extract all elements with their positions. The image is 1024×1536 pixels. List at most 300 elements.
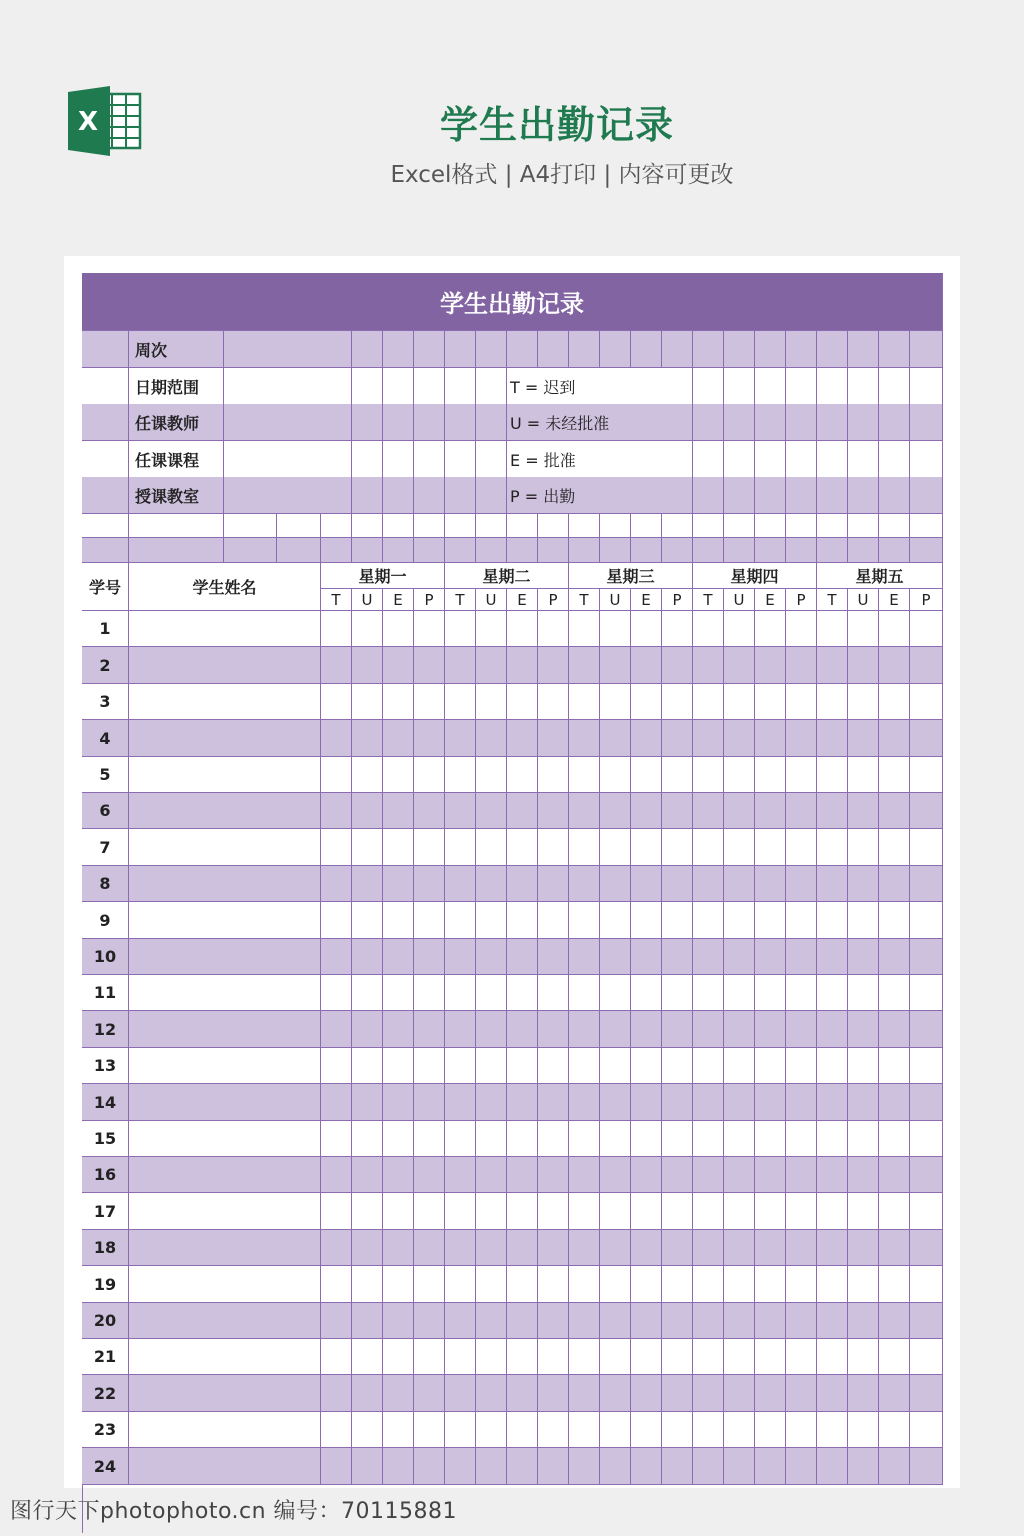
attendance-cell[interactable] <box>321 1303 352 1339</box>
attendance-cell[interactable] <box>383 720 414 757</box>
attendance-cell[interactable] <box>445 1339 476 1375</box>
attendance-cell[interactable] <box>600 793 631 829</box>
attendance-cell[interactable] <box>631 939 662 975</box>
attendance-cell[interactable] <box>693 1448 724 1485</box>
info-grid-cell[interactable] <box>414 477 445 514</box>
attendance-cell[interactable] <box>538 939 569 975</box>
attendance-cell[interactable] <box>848 829 879 866</box>
attendance-cell[interactable] <box>476 829 507 866</box>
attendance-cell[interactable] <box>631 1375 662 1412</box>
attendance-cell[interactable] <box>414 684 445 720</box>
attendance-cell[interactable] <box>662 1375 693 1412</box>
attendance-cell[interactable] <box>569 1448 600 1485</box>
attendance-cell[interactable] <box>631 1121 662 1157</box>
attendance-cell[interactable] <box>383 793 414 829</box>
info-grid-cell[interactable] <box>352 404 383 441</box>
attendance-cell[interactable] <box>476 684 507 720</box>
attendance-cell[interactable] <box>848 902 879 939</box>
attendance-cell[interactable] <box>600 1084 631 1121</box>
attendance-cell[interactable] <box>910 866 943 902</box>
attendance-cell[interactable] <box>817 684 848 720</box>
attendance-cell[interactable] <box>569 1048 600 1084</box>
attendance-cell[interactable] <box>600 1412 631 1448</box>
attendance-cell[interactable] <box>693 611 724 647</box>
attendance-cell[interactable] <box>414 939 445 975</box>
info-grid-cell[interactable] <box>538 331 569 368</box>
info-grid-cell[interactable] <box>817 477 848 514</box>
attendance-cell[interactable] <box>321 829 352 866</box>
attendance-cell[interactable] <box>352 1084 383 1121</box>
attendance-cell[interactable] <box>414 1230 445 1266</box>
attendance-cell[interactable] <box>414 720 445 757</box>
attendance-cell[interactable] <box>693 1084 724 1121</box>
attendance-cell[interactable] <box>724 1084 755 1121</box>
attendance-cell[interactable] <box>631 1084 662 1121</box>
attendance-cell[interactable] <box>569 902 600 939</box>
attendance-cell[interactable] <box>600 647 631 684</box>
info-grid-cell[interactable] <box>414 441 445 478</box>
attendance-cell[interactable] <box>507 1157 538 1193</box>
attendance-cell[interactable] <box>817 1448 848 1485</box>
attendance-cell[interactable] <box>786 866 817 902</box>
attendance-cell[interactable] <box>538 902 569 939</box>
attendance-cell[interactable] <box>662 720 693 757</box>
attendance-cell[interactable] <box>848 1303 879 1339</box>
attendance-cell[interactable] <box>786 1084 817 1121</box>
attendance-cell[interactable] <box>879 939 910 975</box>
spacer-cell[interactable] <box>414 538 445 563</box>
attendance-cell[interactable] <box>600 1339 631 1375</box>
attendance-cell[interactable] <box>724 793 755 829</box>
attendance-cell[interactable] <box>507 1339 538 1375</box>
attendance-cell[interactable] <box>879 1193 910 1230</box>
info-grid-cell[interactable] <box>476 368 507 405</box>
attendance-cell[interactable] <box>755 1448 786 1485</box>
attendance-cell[interactable] <box>631 647 662 684</box>
attendance-cell[interactable] <box>414 1048 445 1084</box>
attendance-cell[interactable] <box>910 684 943 720</box>
info-grid-cell[interactable] <box>600 331 631 368</box>
attendance-cell[interactable] <box>445 866 476 902</box>
attendance-cell[interactable] <box>724 1193 755 1230</box>
attendance-cell[interactable] <box>321 1266 352 1303</box>
info-grid-cell[interactable] <box>414 368 445 405</box>
attendance-cell[interactable] <box>631 866 662 902</box>
attendance-cell[interactable] <box>569 611 600 647</box>
attendance-cell[interactable] <box>445 1193 476 1230</box>
attendance-cell[interactable] <box>600 1448 631 1485</box>
attendance-cell[interactable] <box>848 975 879 1011</box>
attendance-cell[interactable] <box>786 1121 817 1157</box>
attendance-cell[interactable] <box>848 1011 879 1048</box>
attendance-cell[interactable] <box>414 611 445 647</box>
info-grid-cell[interactable] <box>848 477 879 514</box>
attendance-cell[interactable] <box>414 1011 445 1048</box>
info-grid-cell[interactable] <box>879 441 910 478</box>
attendance-cell[interactable] <box>662 1121 693 1157</box>
attendance-cell[interactable] <box>693 1339 724 1375</box>
student-name-cell[interactable] <box>129 829 321 866</box>
attendance-cell[interactable] <box>445 611 476 647</box>
attendance-cell[interactable] <box>786 1339 817 1375</box>
info-grid-cell[interactable] <box>383 441 414 478</box>
attendance-cell[interactable] <box>538 757 569 793</box>
attendance-cell[interactable] <box>476 720 507 757</box>
attendance-cell[interactable] <box>476 1048 507 1084</box>
student-name-cell[interactable] <box>129 793 321 829</box>
attendance-cell[interactable] <box>383 829 414 866</box>
attendance-cell[interactable] <box>383 1375 414 1412</box>
attendance-cell[interactable] <box>445 1266 476 1303</box>
student-name-cell[interactable] <box>129 975 321 1011</box>
attendance-cell[interactable] <box>600 902 631 939</box>
attendance-cell[interactable] <box>569 1193 600 1230</box>
attendance-cell[interactable] <box>879 1048 910 1084</box>
info-grid-cell[interactable] <box>414 331 445 368</box>
attendance-cell[interactable] <box>786 1266 817 1303</box>
attendance-cell[interactable] <box>507 1266 538 1303</box>
attendance-cell[interactable] <box>414 1121 445 1157</box>
attendance-cell[interactable] <box>755 1230 786 1266</box>
spacer-cell[interactable] <box>879 514 910 538</box>
attendance-cell[interactable] <box>321 1048 352 1084</box>
attendance-cell[interactable] <box>693 829 724 866</box>
attendance-cell[interactable] <box>724 1230 755 1266</box>
attendance-cell[interactable] <box>693 757 724 793</box>
attendance-cell[interactable] <box>693 866 724 902</box>
info-grid-cell[interactable] <box>879 368 910 405</box>
spacer-cell[interactable] <box>538 538 569 563</box>
info-grid-cell[interactable] <box>724 441 755 478</box>
info-grid-cell[interactable] <box>476 331 507 368</box>
attendance-cell[interactable] <box>538 1193 569 1230</box>
attendance-cell[interactable] <box>569 793 600 829</box>
attendance-cell[interactable] <box>414 647 445 684</box>
attendance-cell[interactable] <box>755 1193 786 1230</box>
attendance-cell[interactable] <box>600 975 631 1011</box>
attendance-cell[interactable] <box>569 1375 600 1412</box>
attendance-cell[interactable] <box>848 1084 879 1121</box>
info-grid-cell[interactable] <box>569 331 600 368</box>
attendance-cell[interactable] <box>538 975 569 1011</box>
attendance-cell[interactable] <box>476 939 507 975</box>
attendance-cell[interactable] <box>786 1412 817 1448</box>
attendance-cell[interactable] <box>786 1230 817 1266</box>
info-grid-cell[interactable] <box>786 331 817 368</box>
info-grid-cell[interactable] <box>507 331 538 368</box>
attendance-cell[interactable] <box>879 1266 910 1303</box>
attendance-cell[interactable] <box>445 793 476 829</box>
attendance-cell[interactable] <box>724 975 755 1011</box>
spacer-cell[interactable] <box>352 538 383 563</box>
attendance-cell[interactable] <box>786 720 817 757</box>
student-name-cell[interactable] <box>129 1412 321 1448</box>
spacer-cell[interactable] <box>82 514 129 538</box>
info-grid-cell[interactable] <box>724 368 755 405</box>
attendance-cell[interactable] <box>724 866 755 902</box>
spacer-cell[interactable] <box>277 514 321 538</box>
spacer-cell[interactable] <box>507 538 538 563</box>
attendance-cell[interactable] <box>538 1412 569 1448</box>
attendance-cell[interactable] <box>724 684 755 720</box>
spacer-cell[interactable] <box>724 538 755 563</box>
attendance-cell[interactable] <box>352 829 383 866</box>
student-name-cell[interactable] <box>129 757 321 793</box>
attendance-cell[interactable] <box>476 1339 507 1375</box>
attendance-cell[interactable] <box>755 1011 786 1048</box>
attendance-cell[interactable] <box>662 829 693 866</box>
info-grid-cell[interactable] <box>879 331 910 368</box>
attendance-cell[interactable] <box>383 1048 414 1084</box>
attendance-cell[interactable] <box>879 1412 910 1448</box>
spacer-cell[interactable] <box>538 514 569 538</box>
attendance-cell[interactable] <box>476 1011 507 1048</box>
attendance-cell[interactable] <box>848 1193 879 1230</box>
attendance-cell[interactable] <box>631 1412 662 1448</box>
attendance-cell[interactable] <box>445 1412 476 1448</box>
attendance-cell[interactable] <box>352 1230 383 1266</box>
info-grid-cell[interactable] <box>879 477 910 514</box>
attendance-cell[interactable] <box>848 684 879 720</box>
attendance-cell[interactable] <box>910 1303 943 1339</box>
attendance-cell[interactable] <box>631 1011 662 1048</box>
attendance-cell[interactable] <box>476 1121 507 1157</box>
student-name-cell[interactable] <box>129 1121 321 1157</box>
attendance-cell[interactable] <box>631 902 662 939</box>
attendance-cell[interactable] <box>507 1011 538 1048</box>
attendance-cell[interactable] <box>445 1375 476 1412</box>
info-grid-cell[interactable] <box>321 368 352 405</box>
student-name-cell[interactable] <box>129 866 321 902</box>
spacer-cell[interactable] <box>414 514 445 538</box>
attendance-cell[interactable] <box>631 793 662 829</box>
attendance-cell[interactable] <box>693 975 724 1011</box>
attendance-cell[interactable] <box>879 975 910 1011</box>
student-name-cell[interactable] <box>129 939 321 975</box>
attendance-cell[interactable] <box>569 720 600 757</box>
attendance-cell[interactable] <box>848 939 879 975</box>
attendance-cell[interactable] <box>879 1303 910 1339</box>
attendance-cell[interactable] <box>321 1412 352 1448</box>
attendance-cell[interactable] <box>817 939 848 975</box>
info-grid-cell[interactable] <box>817 368 848 405</box>
attendance-cell[interactable] <box>755 902 786 939</box>
attendance-cell[interactable] <box>910 1266 943 1303</box>
attendance-cell[interactable] <box>352 1157 383 1193</box>
attendance-cell[interactable] <box>352 975 383 1011</box>
attendance-cell[interactable] <box>445 1048 476 1084</box>
attendance-cell[interactable] <box>662 1412 693 1448</box>
attendance-cell[interactable] <box>476 1448 507 1485</box>
attendance-cell[interactable] <box>755 793 786 829</box>
attendance-cell[interactable] <box>600 720 631 757</box>
attendance-cell[interactable] <box>383 647 414 684</box>
info-grid-cell[interactable] <box>693 368 724 405</box>
attendance-cell[interactable] <box>569 939 600 975</box>
student-name-cell[interactable] <box>129 1011 321 1048</box>
attendance-cell[interactable] <box>507 684 538 720</box>
attendance-cell[interactable] <box>352 1121 383 1157</box>
attendance-cell[interactable] <box>662 1230 693 1266</box>
attendance-cell[interactable] <box>910 757 943 793</box>
info-grid-cell[interactable] <box>817 331 848 368</box>
attendance-cell[interactable] <box>755 1375 786 1412</box>
spacer-cell[interactable] <box>476 514 507 538</box>
attendance-cell[interactable] <box>817 647 848 684</box>
attendance-cell[interactable] <box>476 975 507 1011</box>
attendance-cell[interactable] <box>848 1230 879 1266</box>
info-grid-cell[interactable] <box>383 404 414 441</box>
info-grid-cell[interactable] <box>662 331 693 368</box>
attendance-cell[interactable] <box>631 720 662 757</box>
spacer-cell[interactable] <box>321 538 352 563</box>
attendance-cell[interactable] <box>476 902 507 939</box>
attendance-cell[interactable] <box>352 684 383 720</box>
attendance-cell[interactable] <box>693 793 724 829</box>
info-grid-cell[interactable] <box>693 477 724 514</box>
attendance-cell[interactable] <box>321 793 352 829</box>
attendance-cell[interactable] <box>445 1121 476 1157</box>
attendance-cell[interactable] <box>321 1193 352 1230</box>
attendance-cell[interactable] <box>879 1339 910 1375</box>
attendance-cell[interactable] <box>321 1157 352 1193</box>
info-grid-cell[interactable] <box>848 331 879 368</box>
attendance-cell[interactable] <box>817 1048 848 1084</box>
attendance-cell[interactable] <box>352 1375 383 1412</box>
attendance-cell[interactable] <box>662 793 693 829</box>
attendance-cell[interactable] <box>507 793 538 829</box>
attendance-cell[interactable] <box>755 611 786 647</box>
info-grid-cell[interactable] <box>817 404 848 441</box>
attendance-cell[interactable] <box>383 1412 414 1448</box>
spacer-cell[interactable] <box>82 538 129 563</box>
attendance-cell[interactable] <box>600 611 631 647</box>
attendance-cell[interactable] <box>693 1375 724 1412</box>
attendance-cell[interactable] <box>879 647 910 684</box>
attendance-cell[interactable] <box>414 793 445 829</box>
attendance-cell[interactable] <box>538 720 569 757</box>
info-grid-cell[interactable] <box>445 404 476 441</box>
attendance-cell[interactable] <box>631 757 662 793</box>
attendance-cell[interactable] <box>910 975 943 1011</box>
attendance-cell[interactable] <box>693 1412 724 1448</box>
info-grid-cell[interactable] <box>445 331 476 368</box>
attendance-cell[interactable] <box>383 975 414 1011</box>
info-grid-cell[interactable] <box>445 477 476 514</box>
attendance-cell[interactable] <box>724 1303 755 1339</box>
attendance-cell[interactable] <box>755 1412 786 1448</box>
attendance-cell[interactable] <box>724 1266 755 1303</box>
attendance-cell[interactable] <box>600 684 631 720</box>
attendance-cell[interactable] <box>910 1121 943 1157</box>
attendance-cell[interactable] <box>414 975 445 1011</box>
attendance-cell[interactable] <box>507 1084 538 1121</box>
attendance-cell[interactable] <box>476 647 507 684</box>
attendance-cell[interactable] <box>321 902 352 939</box>
attendance-cell[interactable] <box>507 611 538 647</box>
attendance-cell[interactable] <box>383 1193 414 1230</box>
info-grid-cell[interactable] <box>476 477 507 514</box>
attendance-cell[interactable] <box>755 939 786 975</box>
attendance-cell[interactable] <box>321 1339 352 1375</box>
info-grid-cell[interactable] <box>724 477 755 514</box>
info-grid-cell[interactable] <box>910 441 943 478</box>
attendance-cell[interactable] <box>383 1084 414 1121</box>
attendance-cell[interactable] <box>724 757 755 793</box>
attendance-cell[interactable] <box>631 1157 662 1193</box>
info-grid-cell[interactable] <box>352 477 383 514</box>
attendance-cell[interactable] <box>538 684 569 720</box>
attendance-cell[interactable] <box>848 1266 879 1303</box>
attendance-cell[interactable] <box>910 1448 943 1485</box>
attendance-cell[interactable] <box>693 647 724 684</box>
info-grid-cell[interactable] <box>476 404 507 441</box>
student-name-cell[interactable] <box>129 1303 321 1339</box>
attendance-cell[interactable] <box>476 1266 507 1303</box>
attendance-cell[interactable] <box>662 1157 693 1193</box>
attendance-cell[interactable] <box>879 866 910 902</box>
attendance-cell[interactable] <box>414 1339 445 1375</box>
attendance-cell[interactable] <box>848 793 879 829</box>
attendance-cell[interactable] <box>817 1303 848 1339</box>
attendance-cell[interactable] <box>848 757 879 793</box>
spacer-cell[interactable] <box>879 538 910 563</box>
attendance-cell[interactable] <box>445 975 476 1011</box>
student-name-cell[interactable] <box>129 611 321 647</box>
attendance-cell[interactable] <box>910 793 943 829</box>
attendance-cell[interactable] <box>445 829 476 866</box>
spacer-cell[interactable] <box>129 514 224 538</box>
attendance-cell[interactable] <box>817 1375 848 1412</box>
attendance-cell[interactable] <box>910 647 943 684</box>
spacer-cell[interactable] <box>352 514 383 538</box>
attendance-cell[interactable] <box>848 1339 879 1375</box>
attendance-cell[interactable] <box>817 757 848 793</box>
attendance-cell[interactable] <box>476 1412 507 1448</box>
attendance-cell[interactable] <box>445 684 476 720</box>
attendance-cell[interactable] <box>507 1303 538 1339</box>
info-grid-cell[interactable] <box>383 368 414 405</box>
info-grid-cell[interactable] <box>786 477 817 514</box>
attendance-cell[interactable] <box>569 1157 600 1193</box>
info-grid-cell[interactable] <box>755 368 786 405</box>
info-grid-cell[interactable] <box>321 331 352 368</box>
attendance-cell[interactable] <box>693 1266 724 1303</box>
attendance-cell[interactable] <box>476 1303 507 1339</box>
attendance-cell[interactable] <box>848 1048 879 1084</box>
spacer-cell[interactable] <box>445 514 476 538</box>
attendance-cell[interactable] <box>507 866 538 902</box>
attendance-cell[interactable] <box>910 720 943 757</box>
attendance-cell[interactable] <box>662 611 693 647</box>
attendance-cell[interactable] <box>321 1375 352 1412</box>
attendance-cell[interactable] <box>879 684 910 720</box>
attendance-cell[interactable] <box>569 1339 600 1375</box>
spacer-cell[interactable] <box>848 538 879 563</box>
spacer-cell[interactable] <box>693 514 724 538</box>
attendance-cell[interactable] <box>662 757 693 793</box>
attendance-cell[interactable] <box>321 757 352 793</box>
info-grid-cell[interactable] <box>352 331 383 368</box>
attendance-cell[interactable] <box>910 1084 943 1121</box>
attendance-cell[interactable] <box>321 939 352 975</box>
attendance-cell[interactable] <box>569 1230 600 1266</box>
attendance-cell[interactable] <box>352 611 383 647</box>
attendance-cell[interactable] <box>693 1303 724 1339</box>
attendance-cell[interactable] <box>352 902 383 939</box>
attendance-cell[interactable] <box>600 1266 631 1303</box>
attendance-cell[interactable] <box>755 1339 786 1375</box>
